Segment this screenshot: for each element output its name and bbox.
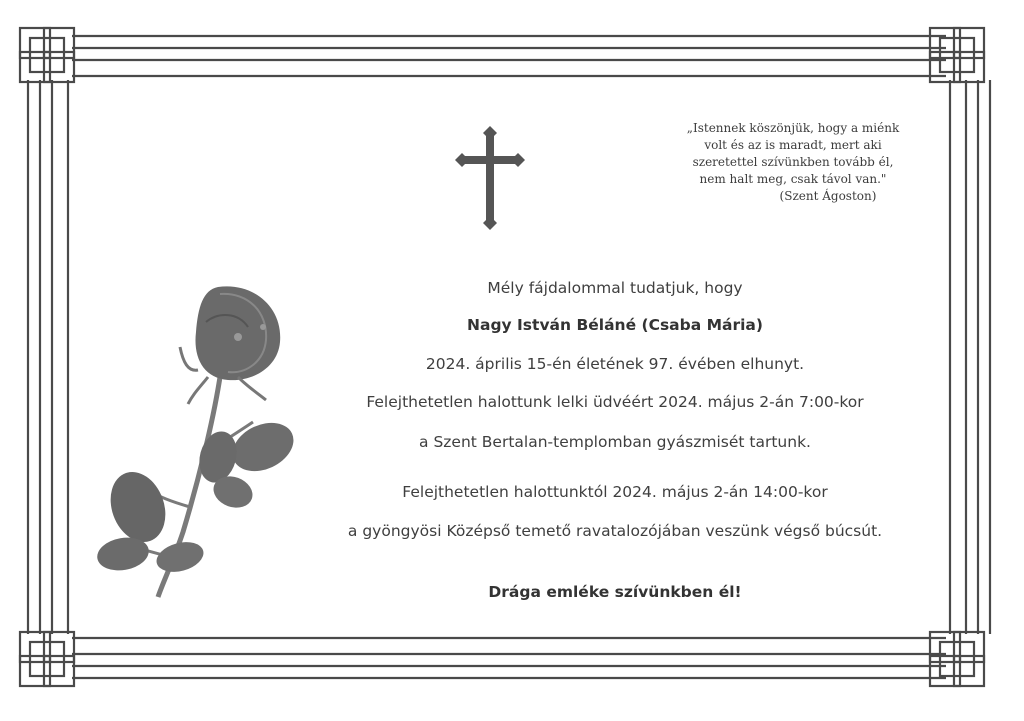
funeral-info-line2: a gyöngyösi Középső temető ravatalozójában veszünk végső búcsút.	[347, 522, 883, 540]
quote-line: szeretettel szívünkben tovább él,	[692, 155, 894, 169]
death-notice: 2024. április 15-én életének 97. évében elhunyt.	[425, 355, 805, 373]
mass-info-line1: Felejthetetlen halottunk lelki üdvéért 2024. május 2-án 7:00-kor	[366, 393, 864, 411]
quote-author: (Szent Ágoston)	[779, 189, 877, 203]
quote-line: volt és az is maradt, mert aki	[704, 138, 882, 152]
mass-info-line2: a Szent Bertalan-templomban gyászmisét tartunk.	[419, 433, 811, 451]
deceased-name: Nagy István Béláné (Csaba Mária)	[467, 316, 763, 334]
quote-line: „Istennek köszönjük, hogy a miénk	[686, 121, 900, 135]
intro-text: Mély fájdalommal tudatjuk, hogy	[487, 279, 743, 297]
closing-line: Drága emléke szívünkben él!	[488, 583, 742, 601]
cross-icon	[455, 126, 525, 234]
funeral-info-line1: Felejthetetlen halottunktól 2024. május 2-án 14:00-kor	[402, 483, 828, 501]
rose-icon	[88, 282, 298, 606]
quote-line: nem halt meg, csak távol van."	[699, 172, 887, 186]
quote-block	[668, 120, 918, 205]
